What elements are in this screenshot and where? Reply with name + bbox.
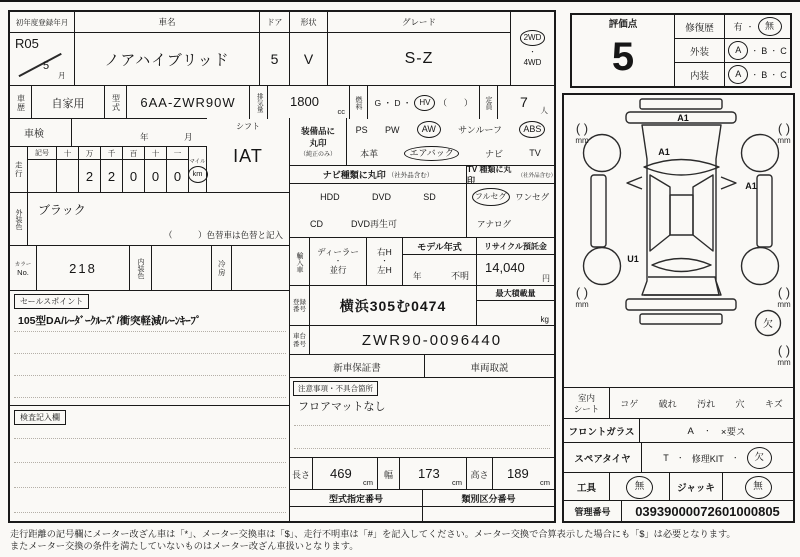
history-label: 車歴 — [10, 86, 32, 119]
length-cell: 469 cm — [313, 458, 378, 490]
chassis-label: 車台 番号 — [290, 326, 310, 355]
col-registration-date — [10, 12, 75, 85]
repair-history-row — [675, 15, 790, 39]
car-name-label: 車名 — [75, 12, 259, 33]
notes-section — [290, 377, 554, 457]
tools-none-circled: 無 — [626, 476, 653, 499]
shift-label: シフト — [236, 121, 260, 131]
import-hand-cell: 右H ・ 左H — [367, 238, 403, 286]
col-grade — [328, 12, 511, 85]
damage-code-hood: A1 — [658, 147, 670, 157]
shaken-label: 車検 — [24, 129, 44, 140]
navi-dvd: DVD — [371, 192, 391, 203]
spare-missing-circled: 欠 — [747, 447, 772, 469]
fuel-options: G ・ D ・ — [374, 97, 412, 108]
notes-label: 注意事項・不具合箇所 — [293, 381, 378, 396]
tread-mm-bl: mm — [575, 300, 589, 309]
tv-oneseg: ワンセグ — [515, 192, 550, 203]
tools-row — [564, 472, 793, 500]
footer-notes — [10, 528, 796, 553]
displacement-unit: cc — [337, 107, 345, 116]
inspector-section — [10, 405, 290, 521]
door-value: 5 — [270, 51, 279, 67]
jack-value — [723, 473, 793, 501]
tv-type-cell: TV 種類に丸印 （社外品含む） フルセグ ワンセグ アナログ — [467, 165, 554, 237]
shape-label: 形状 — [290, 12, 327, 33]
payload-unit: kg — [540, 315, 549, 324]
repair-no-circled: 無 — [758, 17, 782, 36]
recycle-cell: リサイクル預託金 14,040 円 — [477, 238, 554, 286]
model-code-value: 6AA-ZWR90W — [127, 86, 250, 119]
capacity-value: 7 — [520, 94, 528, 110]
shaken-label-cell — [10, 118, 72, 147]
evaluation-box — [570, 13, 792, 88]
damage-code-front-bumper: A1 — [677, 113, 689, 123]
equip-title-cell: 装備品に 丸印 （純正のみ） — [290, 118, 347, 165]
warranty-cell: 新車保証書 — [290, 355, 425, 378]
equip-tv: TV — [529, 148, 541, 159]
car-name-value: ノアハイブリッド — [104, 51, 230, 69]
top-rule — [0, 0, 800, 2]
row-vehicle-spec — [10, 85, 554, 118]
tread-mm-tr: mm — [777, 136, 791, 145]
tv-analog: アナログ — [477, 218, 512, 229]
import-dealer-cell: ディーラー ・ 並行 — [310, 238, 367, 286]
equip-abs-circled: ABS — [519, 121, 545, 138]
tread-bracket-br: ( ) — [777, 285, 791, 300]
exterior-color-cell — [10, 192, 290, 245]
door-label: ドア — [260, 12, 289, 33]
admin-label: 管理番号 — [564, 501, 622, 522]
inspector-label: 検査記入欄 — [14, 410, 66, 425]
mile-label: マイル — [189, 158, 206, 165]
score-label: 評価点 — [608, 18, 638, 30]
col-car-name — [75, 12, 260, 85]
tread-mm-br: mm — [777, 300, 791, 309]
displacement-cell — [268, 86, 350, 119]
dimensions-row — [290, 457, 554, 489]
spare-tire-row — [564, 442, 793, 472]
score-cell — [572, 15, 675, 86]
shape-value: V — [303, 51, 314, 67]
capacity-unit: 人 — [540, 106, 548, 115]
col-shape — [290, 12, 328, 85]
tread-bracket-tl: ( ) — [575, 121, 589, 136]
width-value: 173 — [418, 466, 440, 481]
seat-items: コゲ 破れ 汚れ 穴 キズ — [620, 399, 783, 409]
model-year-cell: モデル年式 年 不明 — [403, 238, 477, 286]
registration-date-value — [10, 32, 75, 85]
grade-label: グレード — [328, 12, 510, 33]
exterior-grade-values: A ・ B ・ C — [725, 39, 790, 62]
jack-label: ジャッキ — [670, 473, 723, 501]
reg-month: 5 — [43, 60, 50, 72]
sales-point-section — [10, 290, 290, 405]
displacement-label: 排気量 — [250, 86, 268, 119]
type-numbers-row — [290, 489, 554, 521]
equip-navi: ナビ — [485, 148, 504, 159]
drive-dot: ・ — [529, 49, 536, 56]
history-value: 自家用 — [32, 86, 105, 119]
mileage-symbol-col — [28, 147, 57, 192]
color-no-row — [10, 245, 290, 290]
repair-values: 有 ・ 無 — [725, 15, 790, 38]
length-value: 469 — [330, 466, 352, 481]
shift-value: IAT — [233, 146, 263, 166]
import-row — [290, 237, 554, 285]
mileage-unit-col — [189, 147, 207, 192]
width-label: 幅 — [378, 458, 400, 490]
score-value: 5 — [611, 34, 635, 79]
tv-fullseg-circled: フルセグ — [472, 188, 510, 206]
mileage-symbol-value — [28, 160, 56, 192]
tread-bracket-bl: ( ) — [575, 285, 589, 300]
capacity-cell — [498, 86, 554, 119]
mileage-digit-col: 十 0 — [145, 147, 167, 192]
navi-hdd: HDD — [320, 192, 340, 203]
classification-no-cell: 類別区分番号 — [423, 490, 554, 522]
drive-4wd: 4WD — [523, 58, 542, 67]
tread-mm-spare: mm — [777, 358, 791, 367]
height-value: 189 — [507, 466, 529, 481]
fuel-label: 燃料 — [350, 86, 368, 119]
mileage-digit-col: 万 2 — [79, 147, 101, 192]
height-cell: 189 cm — [507, 466, 550, 487]
navi-cd: CD — [310, 218, 323, 229]
repair-yes: 有 — [733, 22, 743, 32]
interior-grade-values: A ・ B ・ C — [725, 63, 790, 86]
spare-tire-values: T ・ 修理KIT ・ 欠 — [642, 443, 793, 473]
drive-2wd-circled: 2WD — [520, 30, 546, 46]
shaken-year-unit: 年 — [140, 132, 149, 142]
exterior-grade-label: 外装 — [675, 39, 725, 62]
height-label: 高さ — [467, 458, 493, 490]
footer-line-2: またメーター交換の条件を満たしていないものはメーター改ざん車扱いとなります。 — [10, 541, 359, 552]
missing-part-mark: 欠 — [763, 319, 773, 330]
interior-color-value — [152, 246, 212, 291]
tools-label: 工具 — [564, 473, 610, 501]
km-circled: km — [188, 166, 208, 183]
sales-point-value: 105型DA/ﾚｰﾀﾞｰｸﾙｰｽﾞ/衝突軽減/ﾚｰﾝｷｰﾌﾟ — [18, 315, 202, 327]
navi-sd: SD — [423, 192, 436, 203]
reg-year: R05 — [15, 36, 39, 51]
condition-panel — [562, 93, 795, 523]
equip-items — [347, 118, 554, 165]
grade-value: S-Z — [404, 50, 434, 67]
mileage-digit-col: 一 0 — [167, 147, 189, 192]
docs-row — [290, 354, 554, 377]
footer-line-1: 走行距離の記号欄にメーター改ざん車は「*」、メーター交換車は「$」、走行不明車は「#」を記入してください。メーター交換で合算表示した場合にも「$」は必要となります。 — [10, 529, 736, 539]
windshield-values: A ・ ×要ス — [687, 425, 746, 438]
designation-no-cell: 型式指定番号 — [290, 490, 423, 522]
chassis-value: ZWR90-0096440 — [361, 332, 503, 349]
repair-label: 修復歴 — [675, 15, 725, 38]
tread-mm-tl: mm — [575, 136, 589, 145]
main-table — [8, 10, 556, 523]
notes-value: フロアマットなし — [298, 401, 386, 413]
length-label: 長さ — [290, 458, 313, 490]
model-code-label: 型式 — [105, 86, 127, 119]
exterior-grade-row — [675, 39, 790, 63]
equip-sunroof: サンルーフ — [458, 125, 503, 136]
capacity-label: 定員 — [480, 86, 498, 119]
mileage-label: 走行 — [10, 147, 28, 192]
col-door — [260, 12, 290, 85]
mileage-digit-col: 百 0 — [123, 147, 145, 192]
admin-row — [564, 500, 793, 521]
shift-cell — [207, 118, 290, 192]
manual-cell: 車両取説 — [470, 362, 509, 374]
reg-month-unit: 月 — [58, 71, 66, 80]
equip-aw-circled: AW — [417, 121, 441, 138]
chassis-row — [290, 325, 554, 354]
displacement-value: 1800 — [290, 94, 319, 109]
mileage-symbol-header: 記号 — [28, 147, 56, 160]
equip-airbag-circled: エアバック — [404, 146, 458, 161]
interior-grade-label: 内装 — [675, 63, 725, 86]
exterior-grade-a-circled: A — [728, 41, 748, 60]
admin-number: 03939000072601000805 — [635, 504, 780, 519]
sales-point-label: セールスポイント — [14, 294, 89, 309]
registration-date-label: 初年度登録年月 — [10, 12, 74, 33]
registration-row — [290, 285, 554, 325]
equip-ps: PS — [355, 124, 368, 135]
fuel-hv-circled: HV — [414, 95, 435, 111]
cooling-value — [232, 246, 290, 291]
tools-value — [610, 473, 670, 501]
recycle-unit: 円 — [542, 274, 550, 283]
shaken-month-unit: 月 — [184, 132, 193, 142]
equip-leather: 本革 — [360, 148, 379, 159]
fuel-paren: （ ） — [438, 97, 473, 108]
exterior-color-label: 外装色 — [10, 193, 28, 246]
model-year-value: 不明 — [450, 271, 469, 281]
seat-row — [564, 387, 793, 418]
equip-pw: PW — [384, 124, 400, 135]
damage-code-left-rear: U1 — [627, 254, 639, 264]
import-label: 輸入車 — [290, 238, 310, 286]
exterior-color-value: ブラック — [38, 203, 86, 217]
navi-dvd-play: DVD再生可 — [351, 219, 398, 230]
registration-label: 登録 番号 — [290, 286, 310, 326]
tread-bracket-tr: ( ) — [777, 121, 791, 136]
mileage-digit-col: 千 2 — [101, 147, 123, 192]
interior-grade-row — [675, 63, 790, 86]
color-no-label: カラー No. — [10, 246, 37, 291]
windshield-row — [564, 418, 793, 442]
navi-type-cell: ナビ種類に丸印 （社外品含む） HDD DVD SD CD DVD再生可 — [290, 165, 467, 237]
shaken-value-cell — [72, 118, 207, 147]
seat-label: 室内 シート — [564, 388, 610, 419]
model-year-unit: 年 — [413, 271, 422, 281]
spare-tire-label: スペアタイヤ — [564, 443, 642, 473]
payload-cell: 最大積載量 kg — [477, 286, 554, 326]
registration-value: 横浜305む0474 — [310, 286, 477, 326]
damage-code-right-panel: A1 — [745, 181, 757, 191]
tread-bracket-spare: ( ) — [777, 343, 791, 358]
width-cell: 173 cm — [400, 458, 467, 490]
color-no-value: 218 — [37, 246, 130, 291]
windshield-label: フロントガラス — [564, 419, 640, 443]
interior-color-label: 内装色 — [130, 246, 152, 291]
interior-grade-a-circled: A — [728, 65, 748, 84]
cooling-label: 冷房 — [212, 246, 232, 291]
date-slash — [18, 53, 61, 77]
mileage-digit-col: 十 — [57, 147, 79, 192]
jack-none-circled: 無 — [745, 476, 772, 499]
exterior-color-note: （ ）色替車は色替と記入 — [163, 230, 283, 240]
car-diagram — [564, 95, 793, 387]
recycle-value: 14,040 — [485, 260, 525, 275]
col-drivetrain — [511, 12, 554, 85]
fuel-cell — [368, 86, 480, 119]
